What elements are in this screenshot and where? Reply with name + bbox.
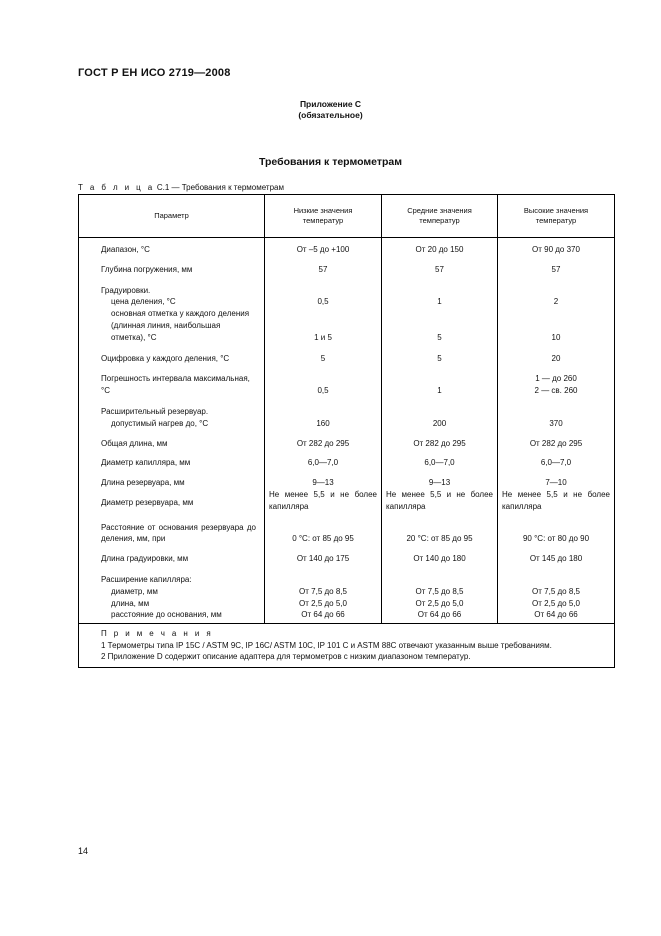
- table-cell: Длина градуировки, мм: [79, 545, 265, 565]
- table-row: [79, 469, 615, 489]
- table-row: [79, 276, 615, 344]
- table-cell: Диаметр резервуара, мм: [79, 489, 265, 513]
- division-value-label: цена деления, °С: [111, 297, 176, 307]
- table-cell: 160: [265, 397, 382, 430]
- table-cell: 0 °С: от 85 до 95: [265, 513, 382, 546]
- table-cell: 57: [265, 256, 382, 276]
- table-row: [79, 344, 615, 365]
- table-cell: Длина резервуара, мм: [79, 469, 265, 489]
- annex-status: (обязательное): [298, 110, 363, 120]
- table-header-row: [79, 195, 615, 238]
- table-cell: От 7,5 до 8,5 От 2,5 до 5,0 От 64 до 66: [382, 565, 498, 624]
- document-id: ГОСТ Р ЕН ИСО 2719—2008: [78, 67, 231, 79]
- table-row: [79, 489, 615, 513]
- table-row: [79, 430, 615, 450]
- column-header: Параметр: [79, 195, 265, 238]
- table-cell: 0,5: [265, 364, 382, 397]
- table-cell: Диапазон, °С: [79, 238, 265, 256]
- note-item: 2 Приложение D содержит описание адаптера для термометров с низким диапазоном температур.: [101, 652, 471, 662]
- table-cell: 6,0—7,0: [382, 449, 498, 469]
- table-cell: Не менее 5,5 и не более капилляра: [498, 489, 615, 513]
- table-cell: [79, 276, 265, 344]
- table-cell: От 140 до 180: [382, 545, 498, 565]
- page-number: 14: [78, 846, 89, 856]
- table-row: [79, 238, 615, 256]
- table-cell: От 282 до 295: [265, 430, 382, 450]
- table-cell: 1 — до 260 2 — св. 260: [498, 364, 615, 397]
- requirements-table: [78, 194, 615, 668]
- notes-cell: [79, 624, 615, 668]
- table-cell: Расстояние от основания резервуара до деления, мм, при: [79, 513, 265, 546]
- table-cell: 20 °С: от 85 до 95: [382, 513, 498, 546]
- table-row: [79, 397, 615, 430]
- notes-heading: П р и м е ч а н и я: [101, 629, 214, 639]
- section-title: Требования к термометрам: [259, 156, 402, 168]
- graduations-label: Градуировки.: [101, 285, 151, 295]
- annex-title: Приложение С: [299, 99, 362, 109]
- table-row: [79, 364, 615, 397]
- note-item: 1 Термометры типа IP 15C / ASTM 9C, IP 16C/ ASTM 10C, IP 101 C и ASTM 88C отвечают указанным выше требованиям.: [101, 640, 552, 650]
- table-cell: От 145 до 180: [498, 545, 615, 565]
- table-cell: Не менее 5,5 и не более капилляра: [265, 489, 382, 513]
- table-cell: Расширение капилляра: диаметр, мм длина, мм расстояние до основания, мм: [79, 565, 265, 624]
- table-cell: 90 °С: от 80 до 90: [498, 513, 615, 546]
- table-cell: От 282 до 295: [382, 430, 498, 450]
- table-row: [79, 256, 615, 276]
- table-cell: 5: [382, 344, 498, 365]
- main-mark-label: основная отметка у каждого деления (длинная линия, наибольшая отметка), °С: [111, 309, 250, 342]
- table-cell: Общая длина, мм: [79, 430, 265, 450]
- table-cell: 7—10: [498, 469, 615, 489]
- table-caption: [78, 183, 284, 192]
- table-cell: 6,0—7,0: [265, 449, 382, 469]
- table-cell: Не менее 5,5 и не более капилляра: [382, 489, 498, 513]
- caption-text: С.1 — Требования к термометрам: [154, 183, 284, 192]
- table-cell: Глубина погружения, мм: [79, 256, 265, 276]
- table-cell: От 7,5 до 8,5 От 2,5 до 5,0 От 64 до 66: [498, 565, 615, 624]
- table-cell: 5: [265, 344, 382, 365]
- table-cell: 1 5: [382, 276, 498, 344]
- table-cell: 6,0—7,0: [498, 449, 615, 469]
- table-cell: 9—13: [382, 469, 498, 489]
- table-cell: От 140 до 175: [265, 545, 382, 565]
- table-cell: 57: [382, 256, 498, 276]
- table-cell: Оцифровка у каждого деления, °С: [79, 344, 265, 365]
- table-cell: От 90 до 370: [498, 238, 615, 256]
- table-cell: 200: [382, 397, 498, 430]
- notes-row: [79, 624, 615, 668]
- table-cell: Диаметр капилляра, мм: [79, 449, 265, 469]
- column-header: Средние значения температур: [382, 195, 498, 238]
- table-cell: 1: [382, 364, 498, 397]
- table-cell: Погрешность интервала максимальная, °С: [79, 364, 265, 397]
- table-cell: 370: [498, 397, 615, 430]
- table-row: [79, 449, 615, 469]
- table-row: [79, 513, 615, 546]
- table-row: [79, 545, 615, 565]
- table-cell: Расширительный резервуар. допустимый нагрев до, °С: [79, 397, 265, 430]
- table-cell: 2 10: [498, 276, 615, 344]
- caption-prefix: Т а б л и ц а: [78, 183, 155, 192]
- table-cell: 0,5 1 и 5: [265, 276, 382, 344]
- table-cell: 57: [498, 256, 615, 276]
- table-row: [79, 565, 615, 624]
- table-cell: От 282 до 295: [498, 430, 615, 450]
- table-cell: От 7,5 до 8,5 От 2,5 до 5,0 От 64 до 66: [265, 565, 382, 624]
- column-header: Высокие значения температур: [498, 195, 615, 238]
- column-header: Низкие значения температур: [265, 195, 382, 238]
- table-cell: 9—13: [265, 469, 382, 489]
- table-cell: От 20 до 150: [382, 238, 498, 256]
- table-cell: 20: [498, 344, 615, 365]
- table-cell: От –5 до +100: [265, 238, 382, 256]
